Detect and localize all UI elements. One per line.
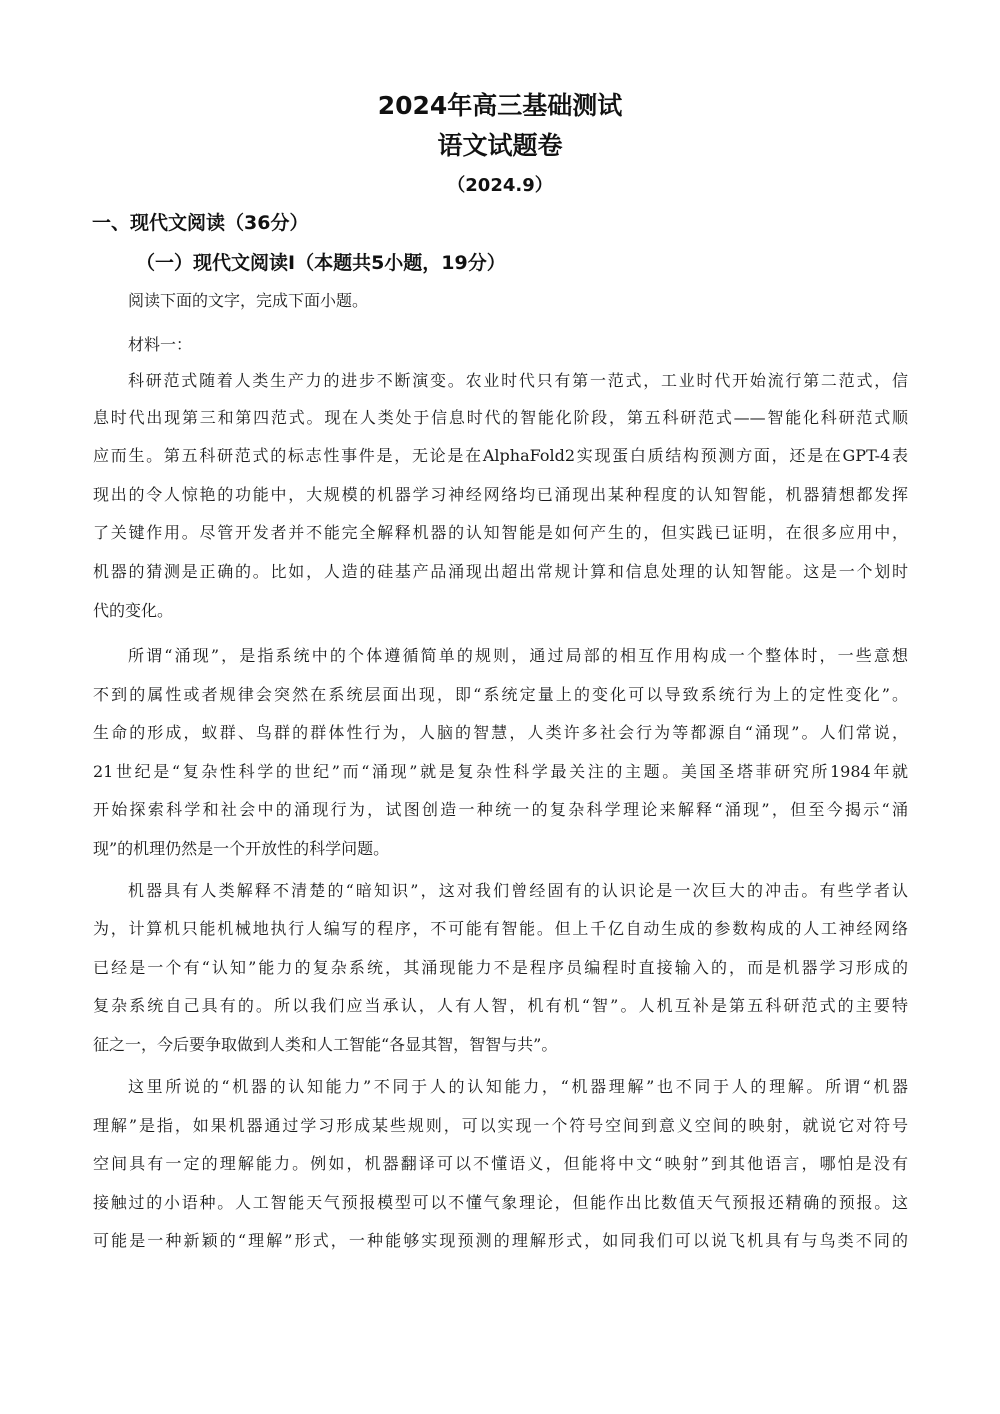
paragraph-line: 现出的令人惊艳的功能中，大规模的机器学习神经网络均已涌现出某种程度的认知智能，机器猜想都发挥 (93, 485, 908, 504)
paragraph-line: 代的变化。 (93, 601, 174, 620)
paragraph-line: 可能是一种新颖的“理解”形式，一种能够实现预测的理解形式，如同我们可以说飞机具有与鸟类不同的 (93, 1231, 908, 1250)
paragraph-line: 已经是一个有“认知”能力的复杂系统，其涌现能力不是程序员编程时直接输入的，而是机器学习形成的 (93, 958, 908, 977)
paragraph-line: 开始探索科学和社会中的涌现行为，试图创造一种统一的复杂科学理论来解释“涌现”，但至今揭示“涌 (93, 800, 908, 819)
paragraph-line: 不到的属性或者规律会突然在系统层面出现，即“系统定量上的变化可以导致系统行为上的定性变化”。 (93, 685, 908, 704)
exam-date: （2024.9） (447, 175, 553, 196)
section-heading: 一、现代文阅读（36分） (92, 212, 309, 234)
paragraph-line: 接触过的小语种。人工智能天气预报模型可以不懂气象理论，但能作出比数值天气预报还精确的预报。这 (93, 1193, 908, 1212)
paragraph-line: 理解”是指，如果机器通过学习形成某些规则，可以实现一个符号空间到意义空间的映射，就说它对符号 (93, 1116, 908, 1135)
paragraph-line: 为，计算机只能机械地执行人编写的程序，不可能有智能。但上千亿自动生成的参数构成的人工神经网络 (93, 919, 908, 938)
instruction-text: 阅读下面的文字，完成下面小题。 (128, 291, 369, 310)
paragraph-line: 现”的机理仍然是一个开放性的科学问题。 (93, 839, 390, 858)
paragraph-line: 科研范式随着人类生产力的进步不断演变。农业时代只有第一范式，工业时代开始流行第二范式，信 (128, 371, 908, 390)
paragraph-line: 这里所说的“机器的认知能力”不同于人的认知能力，“机器理解”也不同于人的理解。所谓“机器 (128, 1077, 908, 1096)
paragraph-line: 复杂系统自己具有的。所以我们应当承认，人有人智，机有机“智”。人机互补是第五科研范式的主要特 (93, 996, 908, 1015)
paragraph-line: 息时代出现第三和第四范式。现在人类处于信息时代的智能化阶段，第五科研范式——智能化科研范式顺 (93, 408, 908, 427)
exam-title: 2024年高三基础测试 (377, 91, 623, 120)
material-label: 材料一： (128, 335, 193, 354)
paragraph-line: 所谓“涌现”，是指系统中的个体遵循简单的规则，通过局部的相互作用构成一个整体时，一些意想 (128, 646, 908, 665)
subsection-heading: （一）现代文阅读I（本题共5小题，19分） (136, 252, 506, 274)
paragraph-line: 征之一，今后要争取做到人类和人工智能“各显其智，智智与共”。 (93, 1035, 558, 1054)
paragraph-line: 21世纪是“复杂性科学的世纪”而“涌现”就是复杂性科学最关注的主题。美国圣塔菲研究所1984年就 (93, 762, 908, 781)
paragraph-line: 了关键作用。尽管开发者并不能完全解释机器的认知智能是如何产生的，但实践已证明，在很多应用中， (93, 523, 908, 542)
paragraph-line: 机器的猜测是正确的。比如，人造的硅基产品涌现出超出常规计算和信息处理的认知智能。这是一个划时 (93, 562, 908, 581)
paragraph-line: 应而生。第五科研范式的标志性事件是，无论是在AlphaFold2实现蛋白质结构预测方面，还是在GPT-4表 (93, 446, 908, 465)
paragraph-line: 空间具有一定的理解能力。例如，机器翻译可以不懂语义，但能将中文“映射”到其他语言，哪怕是没有 (93, 1154, 908, 1173)
paragraph-line: 生命的形成，蚁群、鸟群的群体性行为，人脑的智慧，人类许多社会行为等都源自“涌现”。人们常说， (93, 723, 908, 742)
exam-subtitle: 语文试题卷 (437, 131, 563, 160)
paragraph-line: 机器具有人类解释不清楚的“暗知识”，这对我们曾经固有的认识论是一次巨大的冲击。有些学者认 (128, 881, 908, 900)
